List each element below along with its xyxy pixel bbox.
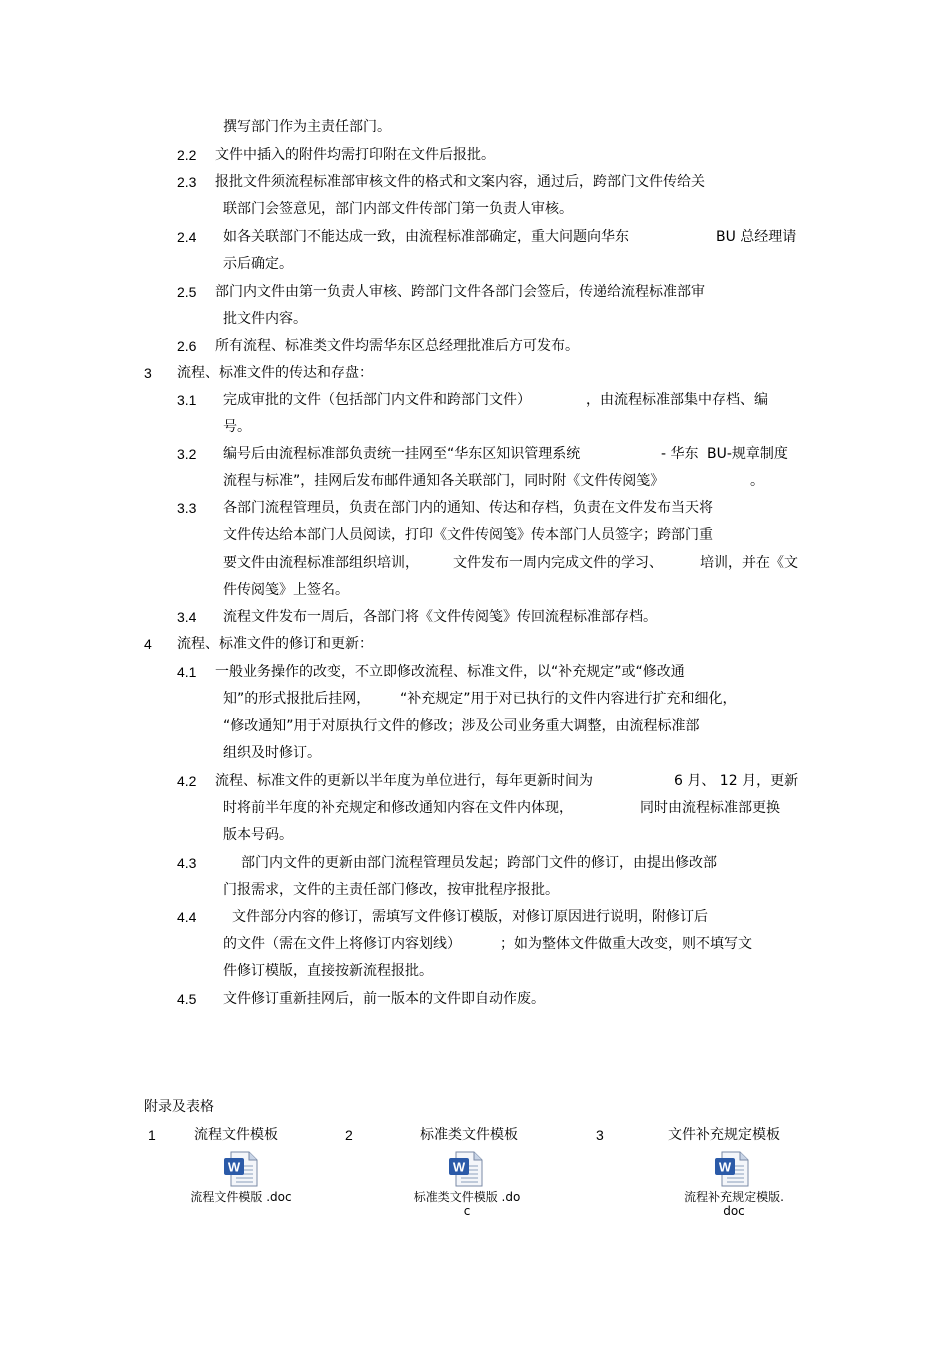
paragraph-line: 所有流程、标准类文件均需华东区总经理批准后方可发布。 xyxy=(215,338,579,354)
paragraph-line: 流程文件发布一周后，各部门将《文件传阅笺》传回流程标准部存档。 xyxy=(223,609,657,625)
item-number: 2.3 xyxy=(177,174,197,190)
paragraph-line: 同时由流程标准部更换 xyxy=(640,800,780,816)
item-number: 3.2 xyxy=(177,446,197,462)
word-doc-icon[interactable] xyxy=(222,1150,260,1188)
item-number: 3.4 xyxy=(177,609,197,625)
item-number: 4.1 xyxy=(177,664,197,680)
section-number: 4 xyxy=(144,636,152,652)
paragraph-line: 批文件内容。 xyxy=(223,311,307,327)
section-heading: 流程、标准文件的传达和存盘： xyxy=(177,365,373,381)
paragraph-line: 版本号码。 xyxy=(223,827,293,843)
paragraph-line: “修改通知”用于对原执行文件的修改；涉及公司业务重大调整，由流程标准部 xyxy=(223,718,700,734)
attachment-filename[interactable] xyxy=(396,1190,538,1218)
item-number: 3.1 xyxy=(177,392,197,408)
paragraph-line: ，由流程标准部集中存档、编 xyxy=(586,392,768,408)
attachment-filename-line: doc xyxy=(723,1204,745,1218)
paragraph-line: 文件修订重新挂网后，前一版本的文件即自动作废。 xyxy=(223,991,545,1007)
paragraph-line: 联部门会签意见，部门内部文件传部门第一负责人审核。 xyxy=(223,201,573,217)
item-number: 4.3 xyxy=(177,855,197,871)
paragraph-line: 文件部分内容的修订，需填写文件修订模版，对修订原因进行说明，附修订后 xyxy=(232,909,708,925)
paragraph-line: 部门内文件由第一负责人审核、跨部门文件各部门会签后，传递给流程标准部审 xyxy=(215,284,705,300)
attachment-filename-line: c xyxy=(463,1204,471,1218)
paragraph-line: 6 月、 12 月，更新 xyxy=(674,773,799,789)
paragraph-line: ；如为整体文件做重大改变，则不填写文 xyxy=(500,936,752,952)
paragraph-line: 培训，并在《文 xyxy=(700,555,798,571)
attachment-filename-line: 流程补充规定模版. xyxy=(684,1190,784,1204)
section-heading: 流程、标准文件的修订和更新： xyxy=(177,636,373,652)
item-number: 4.2 xyxy=(177,773,197,789)
item-number: 4.5 xyxy=(177,991,197,1007)
paragraph-line: BU-规章制度 xyxy=(707,446,788,462)
paragraph-line: 。 xyxy=(750,473,764,489)
appendix-item-label: 标准类文件模板 xyxy=(420,1127,518,1143)
attachment-filename[interactable] xyxy=(170,1190,312,1204)
appendix-item-label: 文件补充规定模板 xyxy=(668,1127,780,1143)
attachment-filename-line: 流程文件模版 .doc xyxy=(190,1190,292,1204)
appendix-item-number: 2 xyxy=(345,1127,353,1143)
paragraph-line: 完成审批的文件（包括部门内文件和跨部门文件） xyxy=(223,392,531,408)
paragraph-line: 的文件（需在文件上将修订内容划线） xyxy=(223,936,461,952)
paragraph-line: “补充规定”用于对已执行的文件内容进行扩充和细化， xyxy=(400,691,737,707)
paragraph-line: 部门内文件的更新由部门流程管理员发起；跨部门文件的修订，由提出修改部 xyxy=(241,855,717,871)
paragraph-line: 要文件由流程标准部组织培训， xyxy=(223,555,419,571)
paragraph-line: 撰写部门作为主责任部门。 xyxy=(223,119,391,135)
item-number: 2.2 xyxy=(177,147,197,163)
word-doc-icon[interactable] xyxy=(713,1150,751,1188)
paragraph-line: 如各关联部门不能达成一致，由流程标准部确定，重大问题向华东 xyxy=(223,229,629,245)
paragraph-line: 各部门流程管理员，负责在部门内的通知、传达和存档，负责在文件发布当天将 xyxy=(223,500,713,516)
paragraph-line: 流程、标准文件的更新以半年度为单位进行，每年更新时间为 xyxy=(215,773,593,789)
word-doc-icon[interactable] xyxy=(447,1150,485,1188)
paragraph-line: 门报需求，文件的主责任部门修改，按审批程序报批。 xyxy=(223,882,559,898)
attachment-filename[interactable] xyxy=(660,1190,808,1218)
paragraph-line: 件修订模版，直接按新流程报批。 xyxy=(223,963,433,979)
paragraph-line: 组织及时修订。 xyxy=(223,745,321,761)
item-number: 3.3 xyxy=(177,500,197,516)
paragraph-line: 号。 xyxy=(223,419,251,435)
paragraph-line: 知”的形式报批后挂网， xyxy=(223,691,371,707)
paragraph-line: 件传阅笺》上签名。 xyxy=(223,582,349,598)
paragraph-line: 流程与标准”，挂网后发布邮件通知各关联部门，同时附《文件传阅笺》 xyxy=(223,473,665,489)
appendix-item-number: 3 xyxy=(596,1127,604,1143)
paragraph-line: - 华东 xyxy=(661,446,699,462)
section-number: 3 xyxy=(144,365,152,381)
paragraph-line: 时将前半年度的补充规定和修改通知内容在文件内体现， xyxy=(223,800,573,816)
item-number: 2.4 xyxy=(177,229,197,245)
paragraph-line: 示后确定。 xyxy=(223,256,293,272)
item-number: 2.6 xyxy=(177,338,197,354)
paragraph-line: 一般业务操作的改变，不立即修改流程、标准文件，以“补充规定”或“修改通 xyxy=(215,664,685,680)
attachment-filename-line: 标准类文件模版 .do xyxy=(413,1190,521,1204)
paragraph-line: 文件发布一周内完成文件的学习、 xyxy=(453,555,663,571)
paragraph-line: 文件传达给本部门人员阅读，打印《文件传阅笺》传本部门人员签字；跨部门重 xyxy=(223,527,713,543)
paragraph-line: 文件中插入的附件均需打印附在文件后报批。 xyxy=(215,147,495,163)
appendix-item-number: 1 xyxy=(148,1127,156,1143)
paragraph-line: 报批文件须流程标准部审核文件的格式和文案内容，通过后，跨部门文件传给关 xyxy=(215,174,705,190)
appendix-heading: 附录及表格 xyxy=(144,1099,214,1115)
item-number: 4.4 xyxy=(177,909,197,925)
item-number: 2.5 xyxy=(177,284,197,300)
paragraph-line: BU 总经理请 xyxy=(716,229,797,245)
paragraph-line: 编号后由流程标准部负责统一挂网至“华东区知识管理系统 xyxy=(223,446,581,462)
appendix-item-label: 流程文件模板 xyxy=(194,1127,278,1143)
